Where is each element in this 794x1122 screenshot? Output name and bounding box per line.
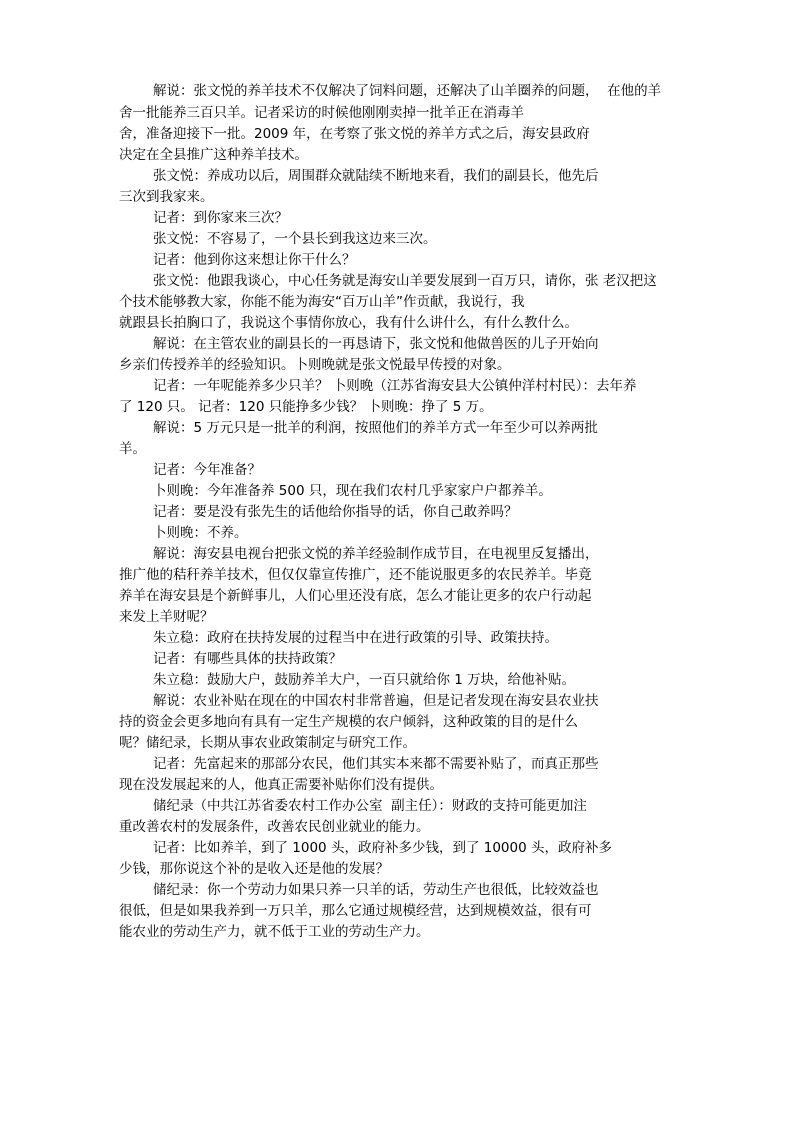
text-line: 记者：他到你这来想让你干什么？ (153, 252, 356, 268)
text-line: 现在没发展起来的人，他真正需要补贴你们没有提供。 (119, 777, 443, 793)
text-line: 解说：海安县电视台把张文悦的养羊经验制作成节目，在电视里反复播出， (153, 546, 599, 562)
text-line: 记者：今年准备？ (153, 462, 261, 478)
text-line: 朱立稳：鼓励大户，鼓励养羊大户，一百只就给你 1 万块，给他补贴。 (153, 672, 576, 688)
text-line: 重改善农村的发展条件，改善农民创业就业的能力。 (119, 819, 430, 835)
text-line: 推广他的秸秆养羊技术，但仅仅靠宣传推广，还不能说服更多的农民养羊。毕竟 (119, 567, 592, 583)
text-line: 乡亲们传授养羊的经验知识。卜则晚就是张文悦最早传授的对象。 (119, 357, 511, 373)
text-line: 来发上羊财呢？ (119, 609, 214, 625)
text-line: 三次到我家来。 (119, 189, 214, 205)
text-line: 记者：先富起来的那部分农民，他们其实本来都不需要补贴了，而真正那些 (153, 756, 599, 772)
text-line: 卜则晚：不养。 (153, 525, 248, 541)
text-line: 张文悦：他跟我谈心，中心任务就是海安山羊要发展到一百万只，请你，张 老汉把这 (153, 273, 657, 289)
text-line: 就跟县长拍胸口了，我说这个事情你放心，我有什么讲什么，有什么教什么。 (119, 315, 578, 331)
text-line: 决定在全县推广这种养羊技术。 (119, 147, 308, 163)
text-line: 卜则晚：今年准备养 500 只，现在我们农村几乎家家户户都养羊。 (153, 483, 552, 499)
text-line: 舍一批能养三百只羊。记者采访的时候他刚刚卖掉一批羊正在消毒羊 (119, 105, 524, 121)
text-line: 少钱，那你说这个补的是收入还是他的发展？ (119, 861, 389, 877)
text-line: 解说：农业补贴在现在的中国农村非常普遍，但是记者发现在海安县农业扶 (153, 693, 599, 709)
text-line: 储纪录：你一个劳动力如果只养一只羊的话，劳动生产也很低，比较效益也 (153, 882, 599, 898)
text-line: 解说：张文悦的养羊技术不仅解决了饲料问题，还解决了山羊圈养的问题， 在他的羊 (153, 83, 662, 99)
text-line: 张文悦：不容易了，一个县长到我这边来三次。 (153, 231, 437, 247)
text-line: 记者：一年呢能养多少只羊？ 卜则晚（江苏省海安县大公镇仲洋村村民）：去年养 (153, 378, 637, 394)
text-line: 持的资金会更多地向有具有一定生产规模的农户倾斜，这种政策的目的是什么 (119, 714, 578, 730)
text-line: 解说：5 万元只是一批羊的利润，按照他们的养羊方式一年至少可以养两批 (153, 420, 598, 436)
text-line: 羊。 (119, 441, 146, 457)
text-line: 张文悦：养成功以后，周围群众就陆续不断地来看，我们的副县长，他先后 (153, 168, 599, 184)
text-line: 解说：在主管农业的副县长的一再恳请下，张文悦和他做兽医的儿子开始向 (153, 336, 599, 352)
text-line: 储纪录（中共江苏省委农村工作办公室 副主任）：财政的支持可能更加注 (153, 798, 587, 814)
text-line: 呢？储纪录，长期从事农业政策制定与研究工作。 (119, 735, 416, 751)
text-line: 能农业的劳动生产力，就不低于工业的劳动生产力。 (119, 924, 430, 940)
text-line: 记者：到你家来三次？ (153, 210, 288, 226)
text-line: 朱立稳：政府在扶持发展的过程当中在进行政策的引导、政策扶持。 (153, 630, 558, 646)
text-line: 了 120 只。 记者：120 只能挣多少钱？ 卜则晚：挣了 5 万。 (119, 399, 493, 415)
text-line: 舍，准备迎接下一批。2009 年，在考察了张文悦的养羊方式之后，海安县政府 (119, 126, 590, 142)
text-line: 养羊在海安县是个新鲜事儿，人们心里还没有底，怎么才能让更多的农户行动起 (119, 588, 592, 604)
text-line: 个技术能够教大家，你能不能为海安“百万山羊”作贡献，我说行，我 (119, 294, 525, 310)
text-line: 记者：比如养羊，到了 1000 头，政府补多少钱，到了 10000 头，政府补多 (153, 840, 612, 856)
text-line: 记者：要是没有张先生的话他给你指导的话，你自己敢养吗？ (153, 504, 518, 520)
text-line: 很低，但是如果我养到一万只羊，那么它通过规模经营，达到规模效益，很有可 (119, 903, 592, 919)
text-line: 记者：有哪些具体的扶持政策？ (153, 651, 342, 667)
